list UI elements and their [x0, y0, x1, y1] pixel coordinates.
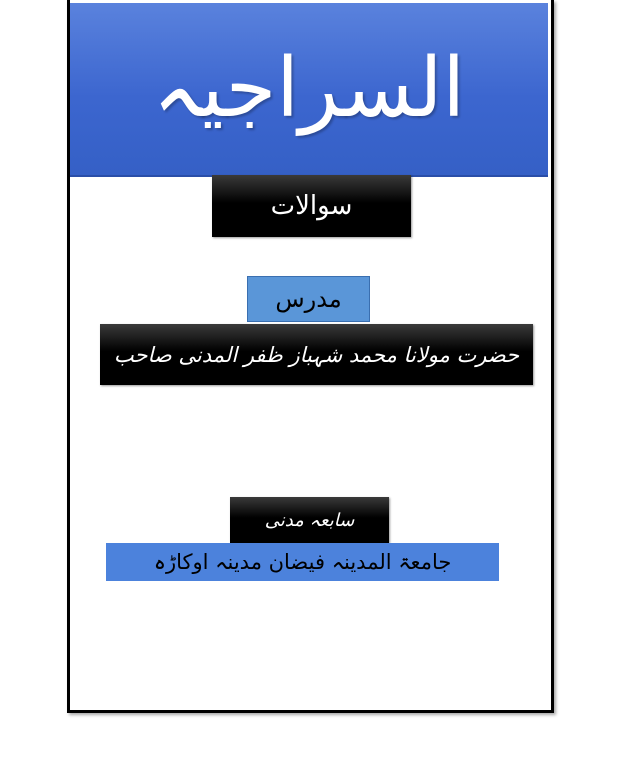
subject-label: سوالات: [270, 191, 353, 221]
institute-box: [106, 543, 499, 581]
subject-box: [212, 175, 411, 237]
title-banner: [70, 3, 548, 177]
teacher-label-box: [247, 276, 370, 322]
student-box: [230, 497, 389, 543]
institute-name: جامعۃ المدینہ فیضان مدینہ اوکاڑہ: [153, 550, 452, 574]
teacher-label: مدرس: [275, 285, 342, 313]
student-name: سابعہ مدنی: [264, 509, 355, 531]
book-title: السراجیہ: [152, 41, 466, 136]
teacher-name-box: [100, 324, 533, 385]
teacher-name: حضرت مولانا محمد شہباز ظفر المدنی صاحب: [113, 342, 520, 367]
